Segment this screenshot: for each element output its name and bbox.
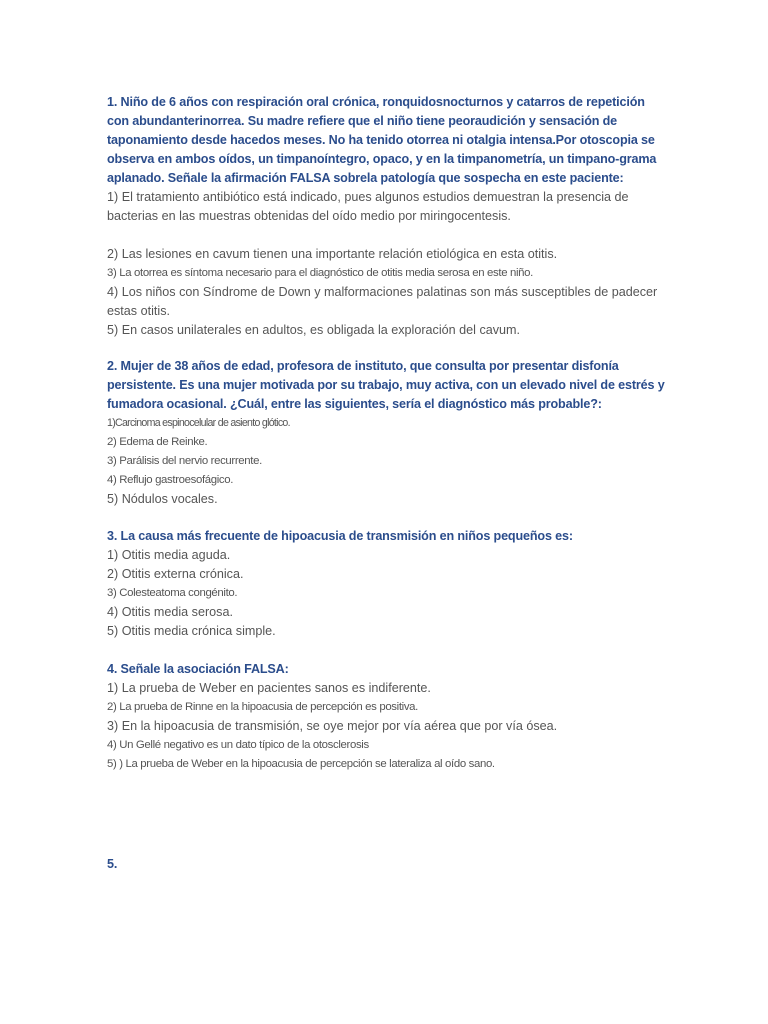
question-5-stem: 5. xyxy=(107,857,118,871)
question-4-option-3: 3) En la hipoacusia de transmisión, se oye mejor por vía aérea que por vía ósea. xyxy=(107,719,558,733)
question-3-stem: 3. La causa más frecuente de hipoacusia de transmisión en niños pequeños es: xyxy=(107,529,573,543)
question-1 xyxy=(107,93,667,340)
question-3-option-3: 3) Colesteatoma congénito. xyxy=(107,587,238,599)
question-4 xyxy=(107,660,667,774)
question-2-option-3: 3) Parálisis del nervio recurrente. xyxy=(107,455,262,467)
question-2 xyxy=(107,357,667,509)
question-1-option-2: 2) Las lesiones en cavum tienen una importante relación etiológica en esta otitis. xyxy=(107,247,558,261)
question-2-stem: 2. Mujer de 38 años de edad, profesora de instituto, que consulta por presentar disfonía persistente. Es una mujer motivada por su trabajo, muy activa, con un elevado nivel de estrés y fumadora ocasional. ¿Cuál, entre las siguientes, sería el diagnóstico más probable?: xyxy=(107,359,665,411)
question-4-option-5: 5) ) La prueba de Weber en la hipoacusia de percepción se lateraliza al oído sano. xyxy=(107,758,495,770)
question-4-stem: 4. Señale la asociación FALSA: xyxy=(107,662,289,676)
question-3-option-4: 4) Otitis media serosa. xyxy=(107,605,233,619)
question-3-option-2: 2) Otitis externa crónica. xyxy=(107,567,244,581)
question-4-option-2: 2) La prueba de Rinne en la hipoacusia de percepción es positiva. xyxy=(107,701,418,713)
question-3-option-5: 5) Otitis media crónica simple. xyxy=(107,624,276,638)
question-3 xyxy=(107,527,667,641)
question-1-option-3: 3) La otorrea es síntoma necesario para el diagnóstico de otitis media serosa en este niño. xyxy=(107,267,533,279)
question-3-option-1: 1) Otitis media aguda. xyxy=(107,548,231,562)
question-4-option-4: 4) Un Gellé negativo es un dato típico de la otosclerosis xyxy=(107,739,369,751)
question-2-option-4: 4) Reflujo gastroesofágico. xyxy=(107,474,234,486)
question-2-option-2: 2) Edema de Reinke. xyxy=(107,436,208,448)
question-1-option-5: 5) En casos unilaterales en adultos, es obligada la exploración del cavum. xyxy=(107,323,521,337)
question-1-option-1: 1) El tratamiento antibiótico está indicado, pues algunos estudios demuestran la presencia de bacterias en las muestras obtenidas del oído medio por miringocentesis. xyxy=(107,190,629,223)
question-2-option-5: 5) Nódulos vocales. xyxy=(107,492,218,506)
question-1-stem: 1. Niño de 6 años con respiración oral crónica, ronquidosnocturnos y catarros de repetición con abundanterinorrea. Su madre refiere que el niño tiene peoraudición y sensación de taponamiento desde hacedos meses. No ha tenido otorrea ni otalgia intensa.Por otoscopia se observa en ambos oídos, un timpanoíntegro, opaco, y en la timpanometría, un timpano-grama aplanado. Señale la afirmación FALSA sobrela patología que sospecha en este paciente: xyxy=(107,95,657,185)
question-1-option-4: 4) Los niños con Síndrome de Down y malformaciones palatinas son más susceptibles de padecer estas otitis. xyxy=(107,285,658,318)
question-5 xyxy=(107,855,667,874)
question-4-option-1: 1) La prueba de Weber en pacientes sanos es indiferente. xyxy=(107,681,431,695)
question-2-option-1: 1)Carcinoma espinocelular de asiento glótico. xyxy=(107,417,290,429)
